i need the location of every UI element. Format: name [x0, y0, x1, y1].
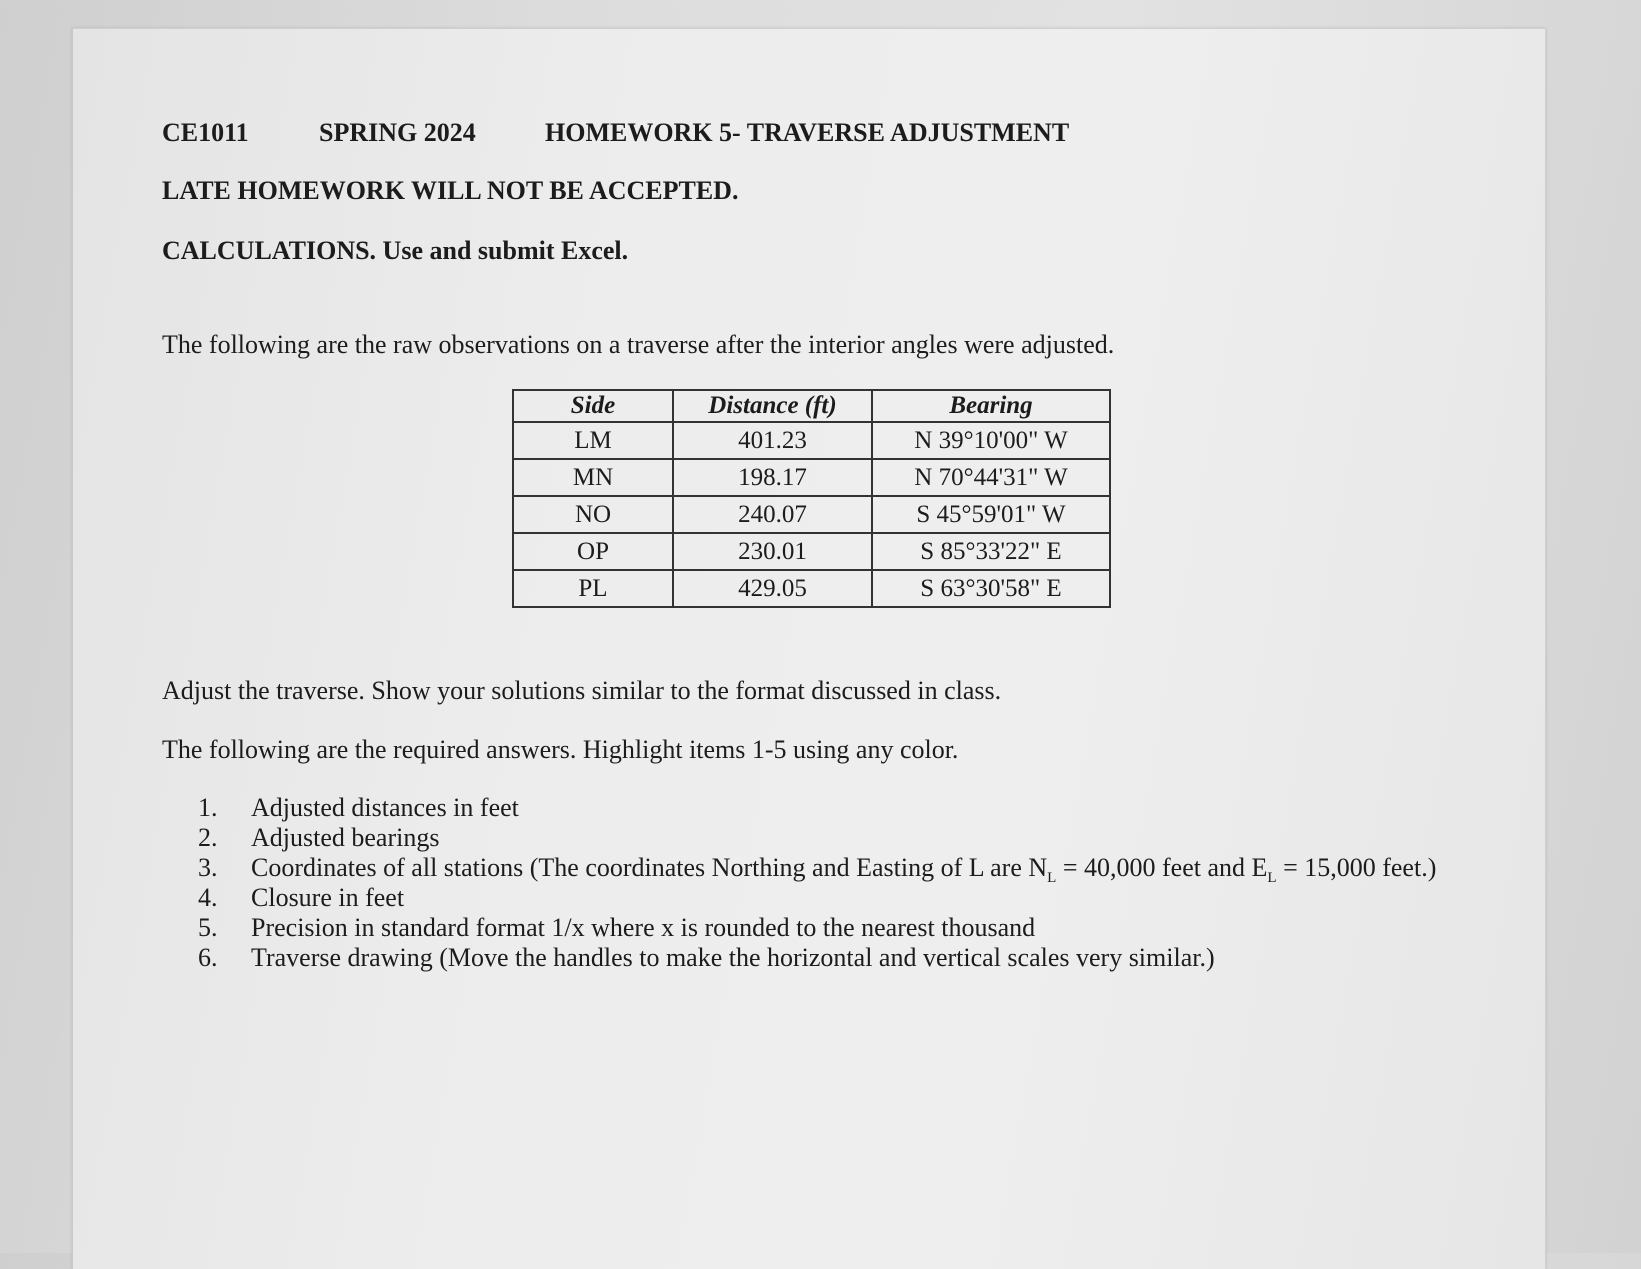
- homework-title: HOMEWORK 5- TRAVERSE ADJUSTMENT: [545, 118, 1070, 147]
- intro-text: The following are the raw observations on a traverse after the interior angles were adjusted.: [162, 330, 1115, 359]
- cell-side: NO: [513, 496, 673, 533]
- cell-distance: 230.01: [673, 533, 872, 570]
- late-notice: LATE HOMEWORK WILL NOT BE ACCEPTED.: [162, 176, 739, 205]
- table-row: [513, 459, 1110, 496]
- item-number: 5.: [198, 913, 218, 942]
- item-number: 1.: [198, 793, 218, 822]
- item-number: 3.: [198, 853, 218, 882]
- cell-bearing: S 45°59'01" W: [872, 496, 1110, 533]
- cell-side: LM: [513, 422, 673, 459]
- header-side: Side: [513, 390, 673, 422]
- item-text: Adjusted distances in feet: [251, 793, 519, 822]
- list-item: [198, 823, 1436, 853]
- cell-distance: 198.17: [673, 459, 872, 496]
- list-item: [198, 883, 1436, 913]
- table-row: [513, 570, 1110, 607]
- list-item: [198, 853, 1437, 887]
- item-text: Adjusted bearings: [251, 823, 440, 852]
- term: SPRING 2024: [319, 118, 476, 147]
- cell-side: OP: [513, 533, 673, 570]
- item-text: Traverse drawing (Move the handles to make the horizontal and vertical scales very similar.): [251, 943, 1215, 972]
- item-text: Coordinates of all stations (The coordinates Northing and Easting of L are N: [251, 853, 1048, 882]
- course-code: CE1011: [162, 118, 249, 147]
- item-number: 4.: [198, 883, 218, 912]
- table-row: [513, 496, 1110, 533]
- required-answers-list: [198, 793, 1436, 973]
- item-text: Precision in standard format 1/x where x is rounded to the nearest thousand: [251, 913, 1036, 942]
- table-row: [513, 422, 1110, 459]
- item-number: 6.: [198, 943, 218, 972]
- cell-bearing: N 39°10'00" W: [872, 422, 1110, 459]
- cell-side: MN: [513, 459, 673, 496]
- easting-subscript: L: [1267, 870, 1277, 887]
- item-number: 2.: [198, 823, 218, 852]
- table-row: [513, 533, 1110, 570]
- cell-distance: 429.05: [673, 570, 872, 607]
- item-text: = 15,000 feet.): [1276, 853, 1437, 882]
- item-text: Closure in feet: [251, 883, 405, 912]
- list-item: [198, 913, 1436, 943]
- cell-side: PL: [513, 570, 673, 607]
- cell-bearing: S 85°33'22" E: [872, 533, 1110, 570]
- adjust-instruction: Adjust the traverse. Show your solutions similar to the format discussed in class.: [162, 676, 1002, 705]
- header-bearing: Bearing: [872, 390, 1110, 422]
- required-intro: The following are the required answers. Highlight items 1-5 using any color.: [162, 735, 959, 764]
- calculations-note: CALCULATIONS. Use and submit Excel.: [162, 236, 629, 265]
- table-header-row: [513, 390, 1110, 422]
- list-item: [198, 943, 1436, 973]
- cell-bearing: S 63°30'58" E: [872, 570, 1110, 607]
- cell-distance: 401.23: [673, 422, 872, 459]
- document-page: [72, 28, 1546, 1269]
- header-distance: Distance (ft): [673, 390, 872, 422]
- item-text: = 40,000 feet and E: [1056, 853, 1268, 882]
- observations-table: [512, 389, 1111, 608]
- cell-bearing: N 70°44'31" W: [872, 459, 1110, 496]
- cell-distance: 240.07: [673, 496, 872, 533]
- list-item: [198, 793, 1436, 823]
- northing-subscript: L: [1047, 870, 1057, 887]
